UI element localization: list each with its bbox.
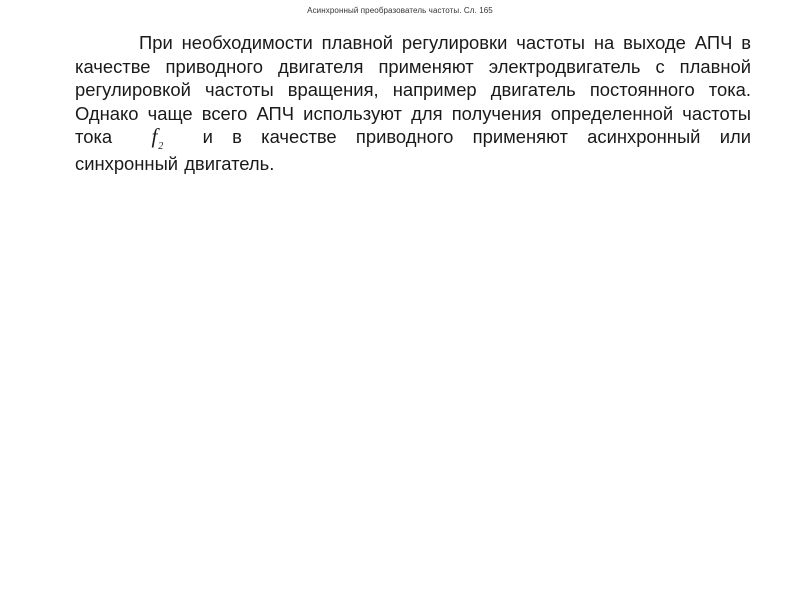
- body-paragraph: [75, 31, 751, 176]
- paragraph-text-part-2: и в качестве приводного применяют асинхронный или синхронный двигатель.: [75, 126, 751, 175]
- formula-f2: [131, 126, 183, 152]
- formula-subscript: 2: [158, 141, 164, 153]
- paragraph-text-part-1: При необходимости плавной регулировки частоты на выходе АПЧ в качестве приводного двигателя применяют электродвигатель с плавной регулировкой частоты вращения, например двигатель постоянного тока. Однако чаще всего АПЧ используют для получения определенной частоты тока: [75, 32, 751, 148]
- formula-symbol: f: [151, 124, 158, 149]
- slide-header: Асинхронный преобразователь частоты. Сл. 165: [307, 6, 493, 15]
